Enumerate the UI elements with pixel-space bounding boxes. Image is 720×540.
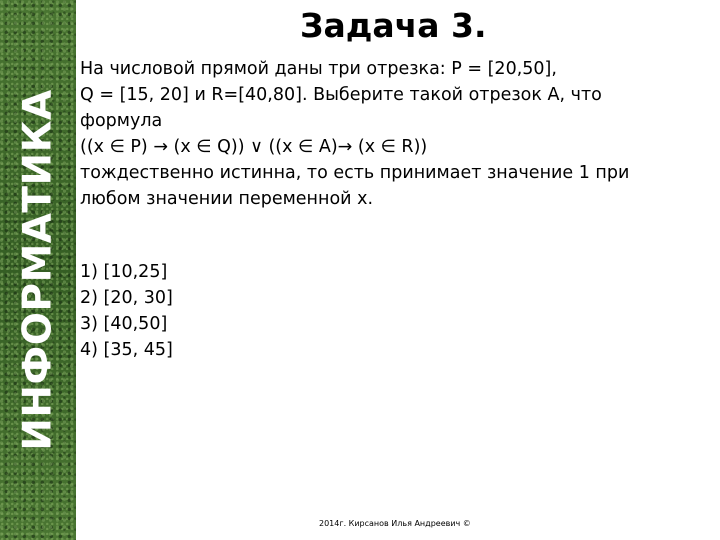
slide-title: Задача 3. bbox=[300, 6, 487, 45]
problem-line: тождественно истинна, то есть принимает значение 1 при bbox=[80, 163, 630, 183]
footer-credit: 2014г. Кирсанов Илья Андреевич © bbox=[319, 519, 471, 528]
problem-statement bbox=[80, 56, 710, 212]
sidebar-band bbox=[0, 0, 76, 540]
answer-option-3: 3) [40,50] bbox=[80, 314, 168, 334]
problem-line: любом значении переменной х. bbox=[80, 189, 374, 209]
problem-line: На числовой прямой даны три отрезка: P = [20,50], bbox=[80, 59, 557, 79]
sidebar-subject-label: ИНФОРМАТИКА bbox=[15, 89, 61, 451]
answer-option-1: 1) [10,25] bbox=[80, 262, 168, 282]
answer-option-2: 2) [20, 30] bbox=[80, 288, 173, 308]
answer-options bbox=[80, 259, 173, 363]
answer-option-4: 4) [35, 45] bbox=[80, 340, 173, 360]
problem-line: Q = [15, 20] и R=[40,80]. Выберите такой отрезок A, что bbox=[80, 85, 602, 105]
problem-line: формула bbox=[80, 111, 163, 131]
problem-formula: ((x ∈ P) → (x ∈ Q)) ∨ ((x ∈ A)→ (x ∈ R)) bbox=[80, 137, 428, 157]
